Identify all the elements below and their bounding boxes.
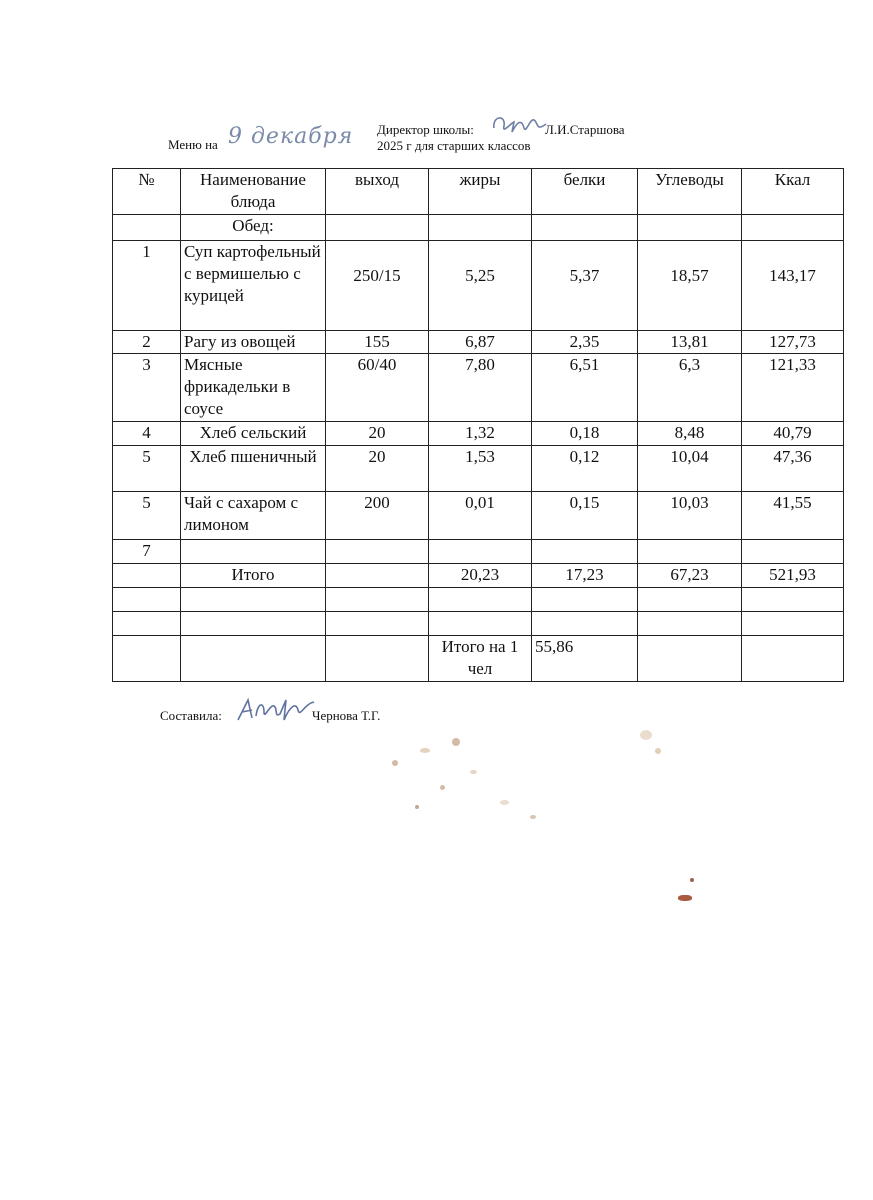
col-header-num: № — [113, 169, 181, 215]
col-header-fat: жиры — [429, 169, 532, 215]
total-label: Итого — [181, 564, 326, 588]
compiler-signature — [234, 694, 318, 726]
director-name: Л.И.Старшова — [545, 122, 625, 137]
director-label: Директор школы: — [377, 122, 474, 137]
col-header-yield: выход — [326, 169, 429, 215]
date-handwritten: 9 декабря — [228, 124, 354, 149]
menu-table — [112, 168, 844, 682]
table-row: 7 — [113, 540, 844, 564]
subtitle: 2025 г для старших классов — [377, 138, 531, 153]
per-person-label: Итого на 1 чел — [429, 636, 532, 682]
menu-label: Меню на — [168, 137, 218, 152]
director-signature — [490, 110, 550, 138]
section-row — [113, 215, 844, 241]
per-person-value: 55,86 — [532, 636, 638, 682]
table-row: 5 Чай с сахаром с лимоном 200 0,01 0,15 10,03 41,55 — [113, 492, 844, 540]
col-header-kcal: Ккал — [742, 169, 844, 215]
table-row: 3 Мясные фрикадельки в соусе 60/40 7,80 6,51 6,3 121,33 — [113, 354, 844, 422]
total-row: Итого 20,23 17,23 67,23 521,93 — [113, 564, 844, 588]
col-header-protein: белки — [532, 169, 638, 215]
table-row: 2 Рагу из овощей 155 6,87 2,35 13,81 127,73 — [113, 331, 844, 354]
table-row: 5 Хлеб пшеничный 20 1,53 0,12 10,04 47,36 — [113, 446, 844, 492]
empty-row — [113, 588, 844, 612]
table-header-row — [113, 169, 844, 215]
empty-row — [113, 612, 844, 636]
col-header-carbs: Углеводы — [638, 169, 742, 215]
table-row: 1 Суп картофельный с вермишелью с курицей 250/15 5,25 5,37 18,57 143,17 — [113, 241, 844, 331]
section-label: Обед: — [181, 215, 326, 241]
per-person-row — [113, 636, 844, 682]
table-row: 4 Хлеб сельский 20 1,32 0,18 8,48 40,79 — [113, 422, 844, 446]
compiled-name: Чернова Т.Г. — [312, 708, 381, 723]
col-header-name: Наименование блюда — [181, 169, 326, 215]
compiled-label: Составила: — [160, 708, 222, 723]
